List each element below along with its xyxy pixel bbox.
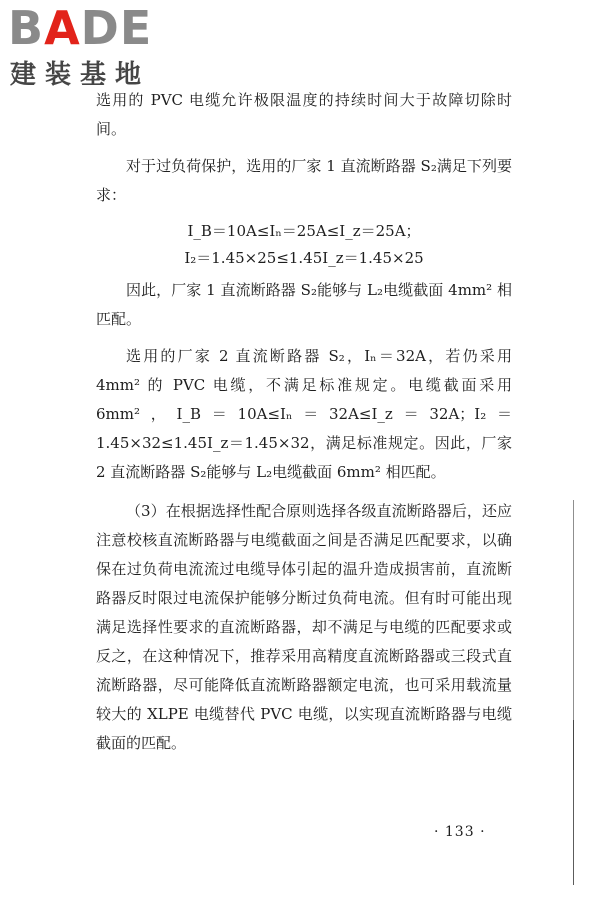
formula-current-relation: I_B＝10A≤Iₙ＝25A≤I_z＝25A；	[187, 222, 421, 240]
bade-logo	[8, 1, 178, 90]
logo-mark-a: A	[44, 1, 81, 55]
paragraph-cable-fault-time: 选用的 PVC 电缆允许极限温度的持续时间大于故障切除时间。	[96, 91, 512, 138]
logo-mark-de: DE	[80, 1, 153, 55]
paragraph-overload-requirement: 对于过负荷保护，选用的厂家 1 直流断路器 S₂满足下列要求：	[96, 157, 512, 204]
paragraph-vendor2-check: 选用的厂家 2 直流断路器 S₂，Iₙ＝32A，若仍采用 4mm² 的 PVC 电缆，不满足标准规定。电缆截面采用 6mm²，I_B＝10A≤Iₙ＝32A≤I_z＝32A；I₂＝1.45×32≤1.45I_z＝1.45×32，满足标准规定。因此，厂家 2 直流断路器 S₂能够与 L₂电缆截面 6mm² 相匹配。	[96, 347, 512, 481]
paragraph-coordination-note: （3）在根据选择性配合原则选择各级直流断路器后，还应注意校核直流断路器与电缆截面之间是否满足匹配要求，以确保在过负荷电流流过电缆导体引起的温升造成损害前，直流断路器反时限过电流保护能够分断过负荷电流。但有时可能出现满足选择性要求的直流断路器，却不满足与电缆的匹配要求或反之，在这种情况下，推荐采用高精度直流断路器或三段式直流断路器，尽可能降低直流断路器额定电流，也可采用载流量较大的 XLPE 电缆替代 PVC 电缆，以实现直流断路器与电缆截面的匹配。	[96, 502, 512, 752]
formula-overload-relation: I₂＝1.45×25≤1.45I_z＝1.45×25	[184, 249, 424, 267]
logo-subtitle: 建装基地	[10, 60, 151, 90]
logo-mark	[8, 1, 153, 55]
paragraph-vendor1-match: 因此，厂家 1 直流断路器 S₂能够与 L₂电缆截面 4mm² 相匹配。	[96, 281, 512, 328]
page-number: · 133 ·	[434, 824, 486, 840]
scan-edge-line-lower	[573, 720, 574, 885]
document-body	[96, 86, 512, 766]
logo-mark-b: B	[8, 1, 45, 55]
